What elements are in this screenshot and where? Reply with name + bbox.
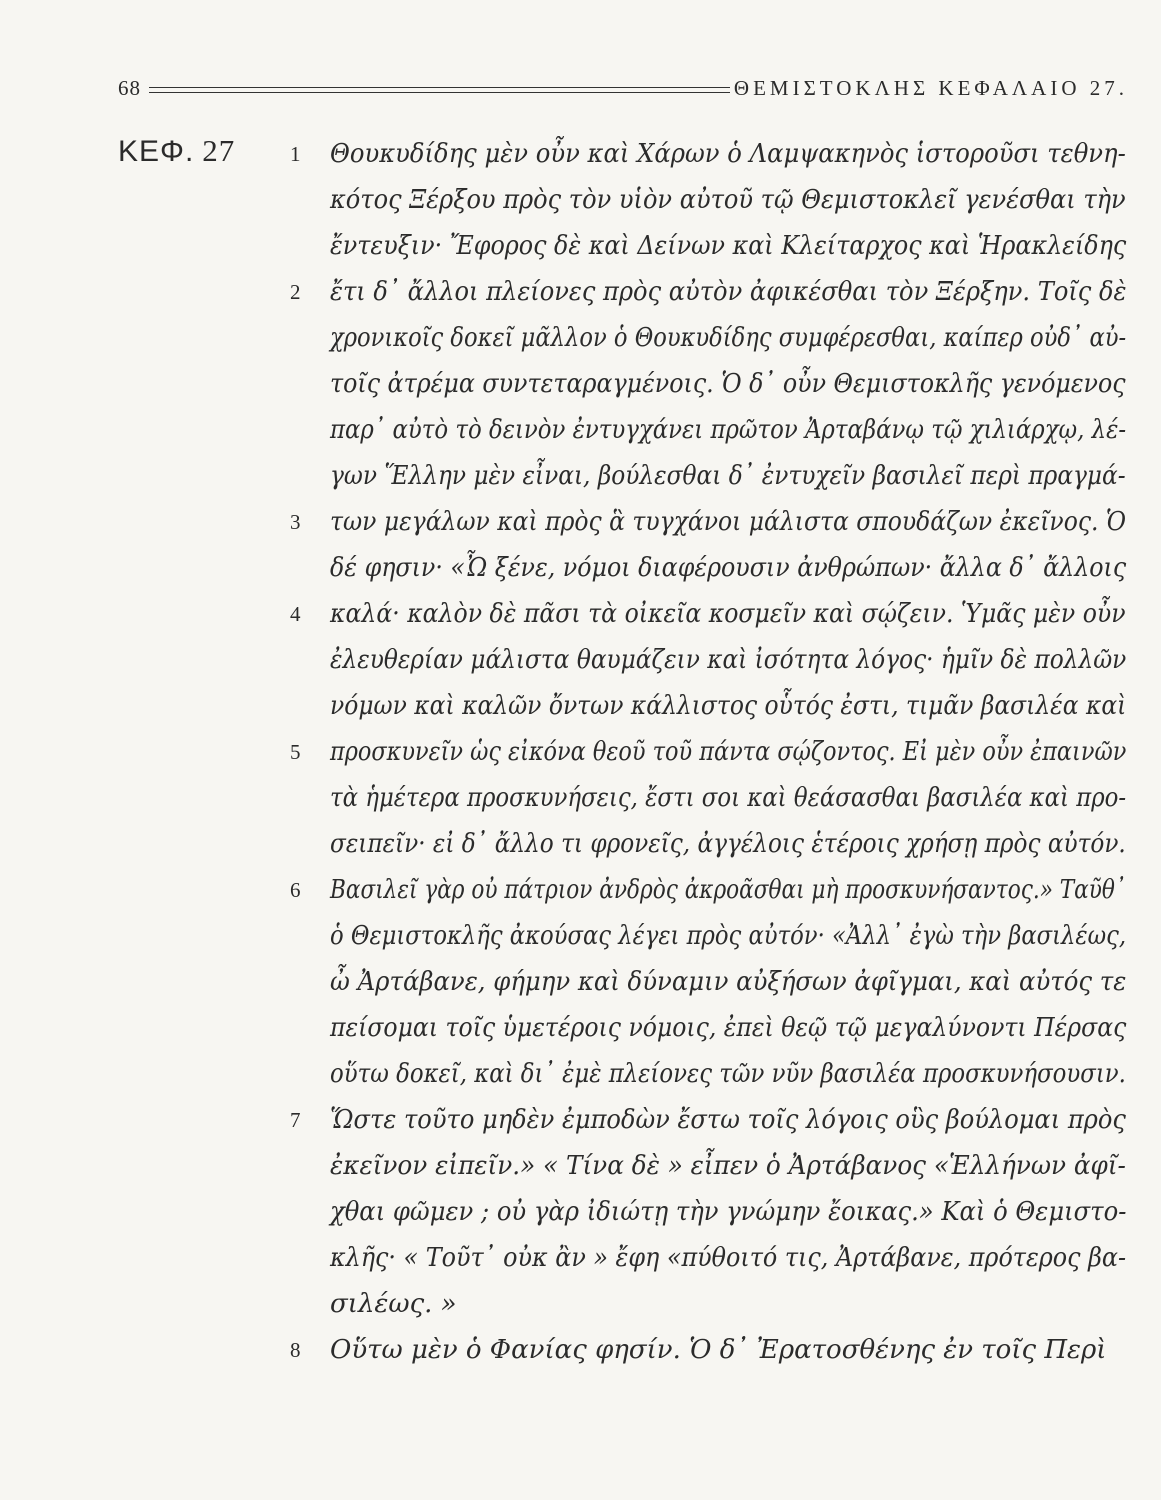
- text-line: κλῆς· « Τοῦτ᾽ οὐκ ἂν » ἔφη «πύθοιτό τις, Ἀρτάβανε, πρότερος βα-: [330, 1243, 1127, 1273]
- paragraph-number: 2: [290, 280, 301, 304]
- text-line: Ὥστε τοῦτο μηδὲν ἐμποδὼν ἔστω τοῖς λόγοις οὓς βούλομαι πρὸς: [330, 1105, 1126, 1135]
- paragraph-number: 1: [290, 142, 301, 166]
- text-line: Βασιλεῖ γὰρ οὐ πάτριον ἀνδρὸς ἀκροᾶσθαι μὴ προσκυνήσαντος.» Ταῦθ᾽: [330, 875, 1126, 905]
- paragraph-number: 7: [290, 1108, 301, 1132]
- header-rule: [149, 87, 730, 93]
- text-line: σιλέως. »: [330, 1289, 457, 1319]
- text-line: χρονικοῖς δοκεῖ μᾶλλον ὁ Θουκυδίδης συμφέρεσθαι, καίπερ οὐδ᾽ αὐ-: [330, 323, 1127, 353]
- text-line: τοῖς ἀτρέμα συντεταραγμένοις. Ὁ δ᾽ οὖν Θεμιστοκλῆς γενόμενος: [330, 369, 1126, 399]
- text-line: ἐλευθερίαν μάλιστα θαυμάζειν καὶ ἰσότητα λόγος· ἡμῖν δὲ πολλῶν: [330, 645, 1127, 675]
- text-line: Οὕτω μὲν ὁ Φανίας φησίν. Ὁ δ᾽ Ἐρατοσθένης ἐν τοῖς Περὶ: [330, 1335, 1107, 1365]
- chapter-label: [118, 133, 235, 169]
- text-line: γων Ἕλλην μὲν εἶναι, βούλεσθαι δ᾽ ἐντυχεῖν βασιλεῖ περὶ πραγμά-: [330, 461, 1126, 491]
- paragraph-number: 4: [290, 602, 301, 626]
- text-line: οὕτω δοκεῖ, καὶ δι᾽ ἐμὲ πλείονες τῶν νῦν βασιλέα προσκυνήσουσιν.: [330, 1059, 1126, 1089]
- text-line: νόμων καὶ καλῶν ὄντων κάλλιστος οὗτός ἐστι, τιμᾶν βασιλέα καὶ: [330, 691, 1127, 721]
- text-line: ἔτι δ᾽ ἄλλοι πλείονες πρὸς αὐτὸν ἀφικέσθαι τὸν Ξέρξην. Τοῖς δὲ: [330, 277, 1127, 307]
- text-line: πείσομαι τοῖς ὑμετέροις νόμοις, ἐπεὶ θεῷ τῷ μεγαλύνοντι Πέρσας: [330, 1013, 1127, 1043]
- paragraph-number: 8: [290, 1338, 301, 1362]
- text-line: ἐκεῖνον εἰπεῖν.» « Τίνα δὲ » εἶπεν ὁ Ἀρτάβανος «Ἑλλήνων ἀφῖ-: [330, 1151, 1126, 1181]
- text-line: προσκυνεῖν ὡς εἰκόνα θεοῦ τοῦ πάντα σῴζοντος. Εἰ μὲν οὖν ἐπαινῶν: [330, 737, 1127, 767]
- chapter-number: 27: [202, 133, 236, 168]
- text-line: των μεγάλων καὶ πρὸς ἃ τυγχάνοι μάλιστα σπουδάζων ἐκεῖνος. Ὁ: [330, 507, 1127, 537]
- text-line: ὁ Θεμιστοκλῆς ἀκούσας λέγει πρὸς αὐτόν· «Ἀλλ᾽ ἐγὼ τὴν βασιλέως,: [330, 921, 1127, 951]
- paragraph-number: 5: [290, 740, 301, 764]
- running-title: ΘΕΜΙΣΤΟΚΛΗΣ ΚΕΦΑΛΑΙΟ 27.: [733, 75, 1128, 100]
- text-line: σειπεῖν· εἰ δ᾽ ἄλλο τι φρονεῖς, ἀγγέλοις ἑτέροις χρήσῃ πρὸς αὐτόν.: [330, 829, 1126, 859]
- text-line: ὦ Ἀρτάβανε, φήμην καὶ δύναμιν αὐξήσων ἀφῖγμαι, καὶ αὐτός τε: [330, 967, 1127, 997]
- text-line: ἔντευξιν· Ἔφορος δὲ καὶ Δείνων καὶ Κλείταρχος καὶ Ἡρακλείδης: [330, 231, 1127, 261]
- text-line: χθαι φῶμεν ; οὐ γὰρ ἰδιώτῃ τὴν γνώμην ἔοικας.» Καὶ ὁ Θεμιστο-: [330, 1197, 1127, 1227]
- paragraph-number: 3: [290, 510, 301, 534]
- running-head: [118, 70, 1128, 106]
- text-line: δέ φησιν· «Ὦ ξένε, νόμοι διαφέρουσιν ἀνθρώπων· ἄλλα δ᾽ ἄλλοις: [330, 553, 1127, 583]
- text-line: Θουκυδίδης μὲν οὖν καὶ Χάρων ὁ Λαμψακηνὸς ἱστοροῦσι τεθνη-: [330, 139, 1126, 169]
- text-line: τὰ ἡμέτερα προσκυνήσεις, ἔστι σοι καὶ θεάσασθαι βασιλέα καὶ προ-: [330, 783, 1127, 813]
- text-line: καλά· καλὸν δὲ πᾶσι τὰ οἰκεῖα κοσμεῖν καὶ σῴζειν. Ὑμᾶς μὲν οὖν: [330, 599, 1126, 629]
- chapter-prefix: ΚΕΦ.: [118, 135, 195, 168]
- paragraph-number: 6: [290, 878, 301, 902]
- text-line: παρ᾽ αὐτὸ τὸ δεινὸν ἐντυγχάνει πρῶτον Ἀρταβάνῳ τῷ χιλιάρχῳ, λέ-: [330, 415, 1127, 445]
- page-number: 68: [118, 75, 141, 100]
- text-line: κότος Ξέρξου πρὸς τὸν υἱὸν αὐτοῦ τῷ Θεμιστοκλεῖ γενέσθαι τὴν: [330, 185, 1126, 215]
